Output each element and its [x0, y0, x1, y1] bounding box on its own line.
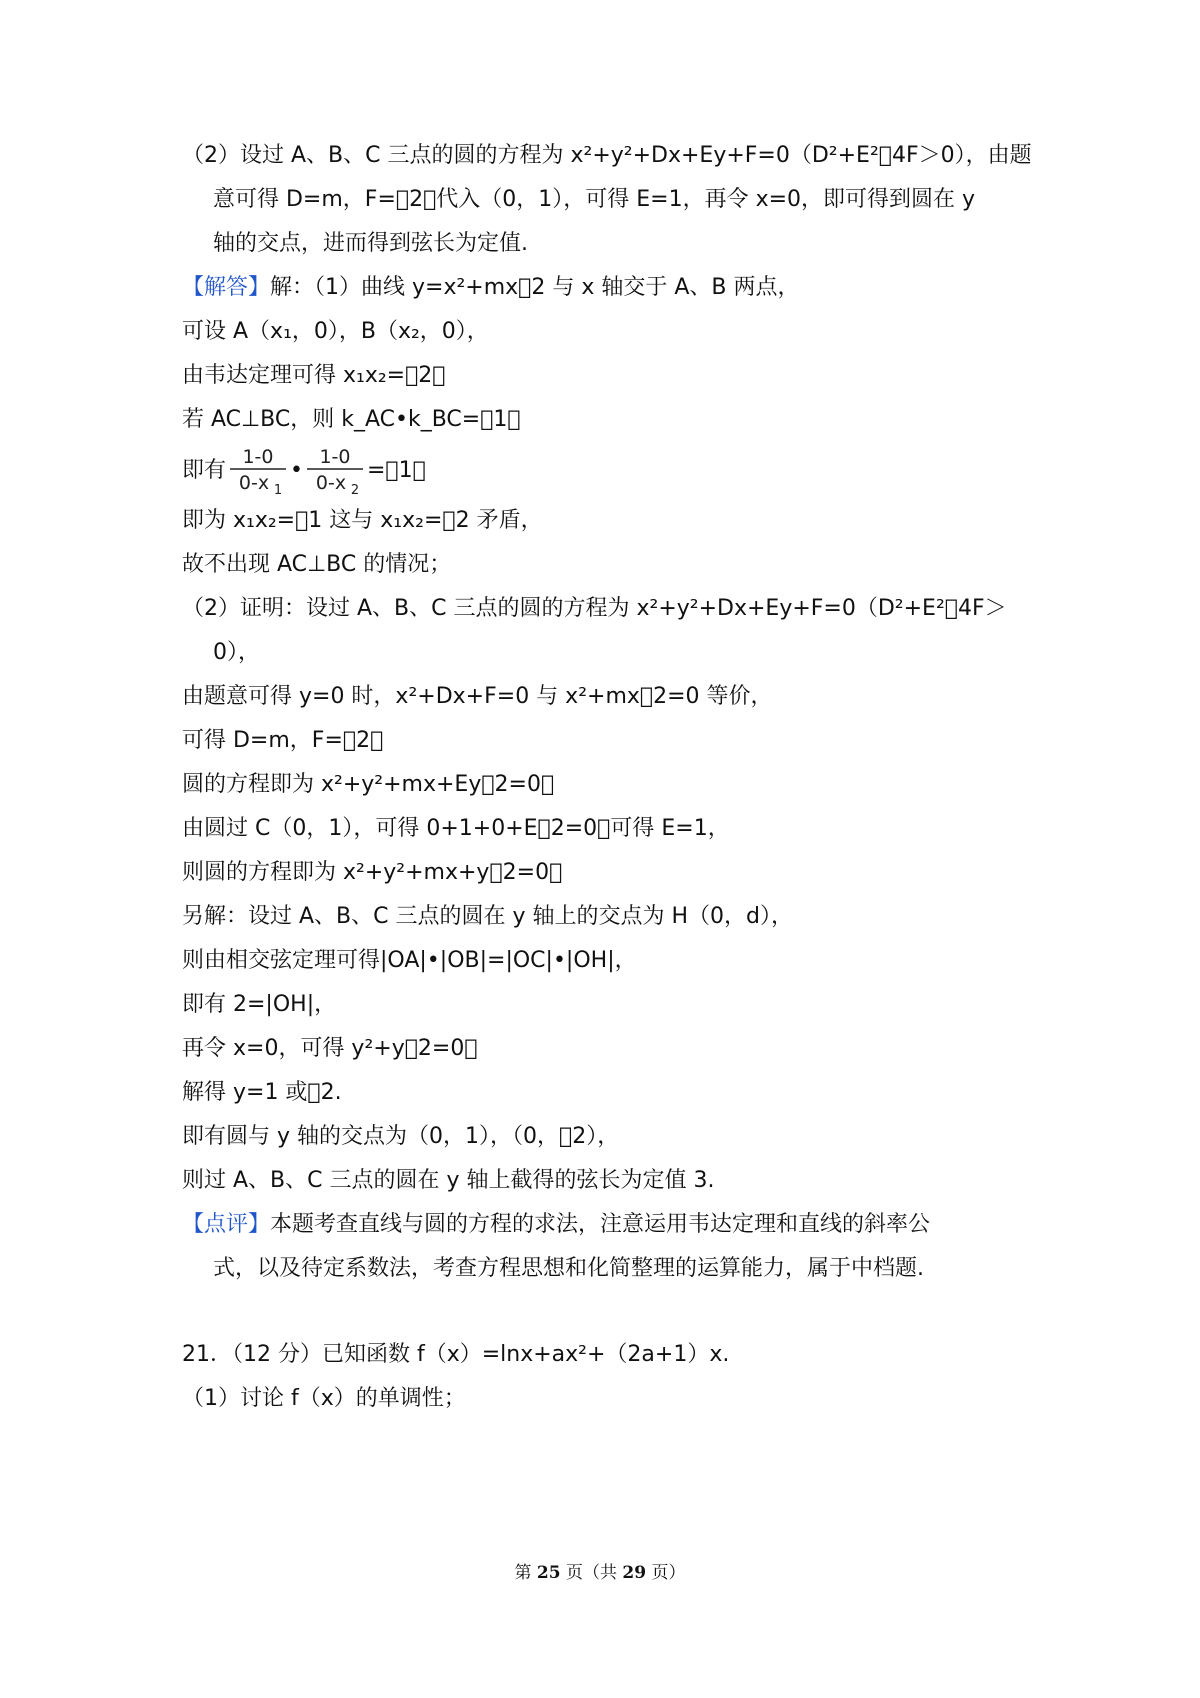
page-footer: 第 25 页（共 29 页）	[514, 1563, 686, 1583]
analysis-line-1: （2）设过 A、B、C 三点的圆的方程为 x²+y²+Dx+Ey+F=0（D²+E²￿4F＞0），由题	[182, 143, 1032, 168]
svg-text:1: 1	[273, 483, 283, 496]
analysis-line-2: 意可得 D=m，F=￿2，代入（0，1），可得 E=1，再令 x=0，即可得到圆在 y	[213, 187, 976, 212]
analysis-line-3: 轴的交点，进而得到弦长为定值.	[213, 231, 528, 256]
answer-line-4: 若 AC⊥BC，则 k_AC•k_BC=￿1，	[182, 407, 521, 432]
svg-text:0-x: 0-x	[238, 472, 270, 494]
answer-label: 【解答】	[182, 275, 271, 300]
fraction-1	[226, 446, 290, 496]
answer-line-5: 即为 x₁x₂=￿1 这与 x₁x₂=￿2 矛盾，	[182, 508, 543, 533]
question-21-line-2: （1）讨论 f（x）的单调性；	[182, 1386, 466, 1411]
page-number: 25	[536, 1563, 561, 1583]
answer-line-15: 则由相交弦定理可得|OA|•|OB|=|OC|•|OH|，	[182, 948, 637, 973]
answer-line-9: 由题意可得 y=0 时，x²+Dx+F=0 与 x²+mx￿2=0 等价，	[182, 684, 773, 709]
comment-label: 【点评】	[182, 1212, 271, 1237]
answer-line-7: （2）证明：设过 A、B、C 三点的圆的方程为 x²+y²+Dx+Ey+F=0（D²+E²￿4F＞	[182, 596, 1007, 621]
answer-line-2: 可设 A（x₁，0），B（x₂，0），	[182, 319, 489, 344]
svg-text:1-0: 1-0	[242, 446, 274, 468]
answer-line-8: 0），	[213, 640, 260, 665]
answer-line-11: 圆的方程即为 x²+y²+mx+Ey￿2=0，	[182, 772, 555, 797]
page-total: 29	[622, 1563, 647, 1583]
svg-text:0-x: 0-x	[315, 472, 347, 494]
fraction-2	[303, 446, 367, 496]
answer-line-12: 由圆过 C（0，1），可得 0+1+0+E￿2=0，可得 E=1，	[182, 816, 730, 841]
answer-line-17: 再令 x=0，可得 y²+y￿2=0，	[182, 1036, 478, 1061]
answer-line-14: 另解：设过 A、B、C 三点的圆在 y 轴上的交点为 H（0，d），	[182, 904, 793, 929]
svg-text:1-0: 1-0	[319, 446, 351, 468]
answer-line-20: 则过 A、B、C 三点的圆在 y 轴上截得的弦长为定值 3.	[182, 1168, 715, 1193]
answer-line-18: 解得 y=1 或￿2.	[182, 1080, 342, 1105]
answer-line-19: 即有圆与 y 轴的交点为（0，1），（0，￿2），	[182, 1124, 620, 1149]
answer-line-3: 由韦达定理可得 x₁x₂=￿2，	[182, 363, 446, 388]
answer-line-6: 故不出现 AC⊥BC 的情况；	[182, 552, 452, 577]
answer-line-13: 则圆的方程即为 x²+y²+mx+y￿2=0，	[182, 860, 563, 885]
answer-line-10: 可得 D=m，F=￿2，	[182, 728, 384, 753]
svg-text:2: 2	[350, 483, 360, 496]
answer-line-16: 即有 2=|OH|，	[182, 992, 337, 1017]
question-21-line-1: 21．（12 分）已知函数 f（x）=lnx+ax²+（2a+1）x.	[182, 1342, 730, 1367]
answer-line-1: 【解答】解：（1）曲线 y=x²+mx￿2 与 x 轴交于 A、B 两点，	[182, 275, 800, 300]
comment-line-2: 式，以及待定系数法，考查方程思想和化简整理的运算能力，属于中档题.	[213, 1256, 924, 1281]
comment-line-1: 【点评】本题考查直线与圆的方程的求法，注意运用韦达定理和直线的斜率公	[182, 1212, 931, 1237]
answer-line-fraction: 即有 1-0 0-x 1 • 1-0 0-x 2 =￿1，	[182, 446, 426, 496]
